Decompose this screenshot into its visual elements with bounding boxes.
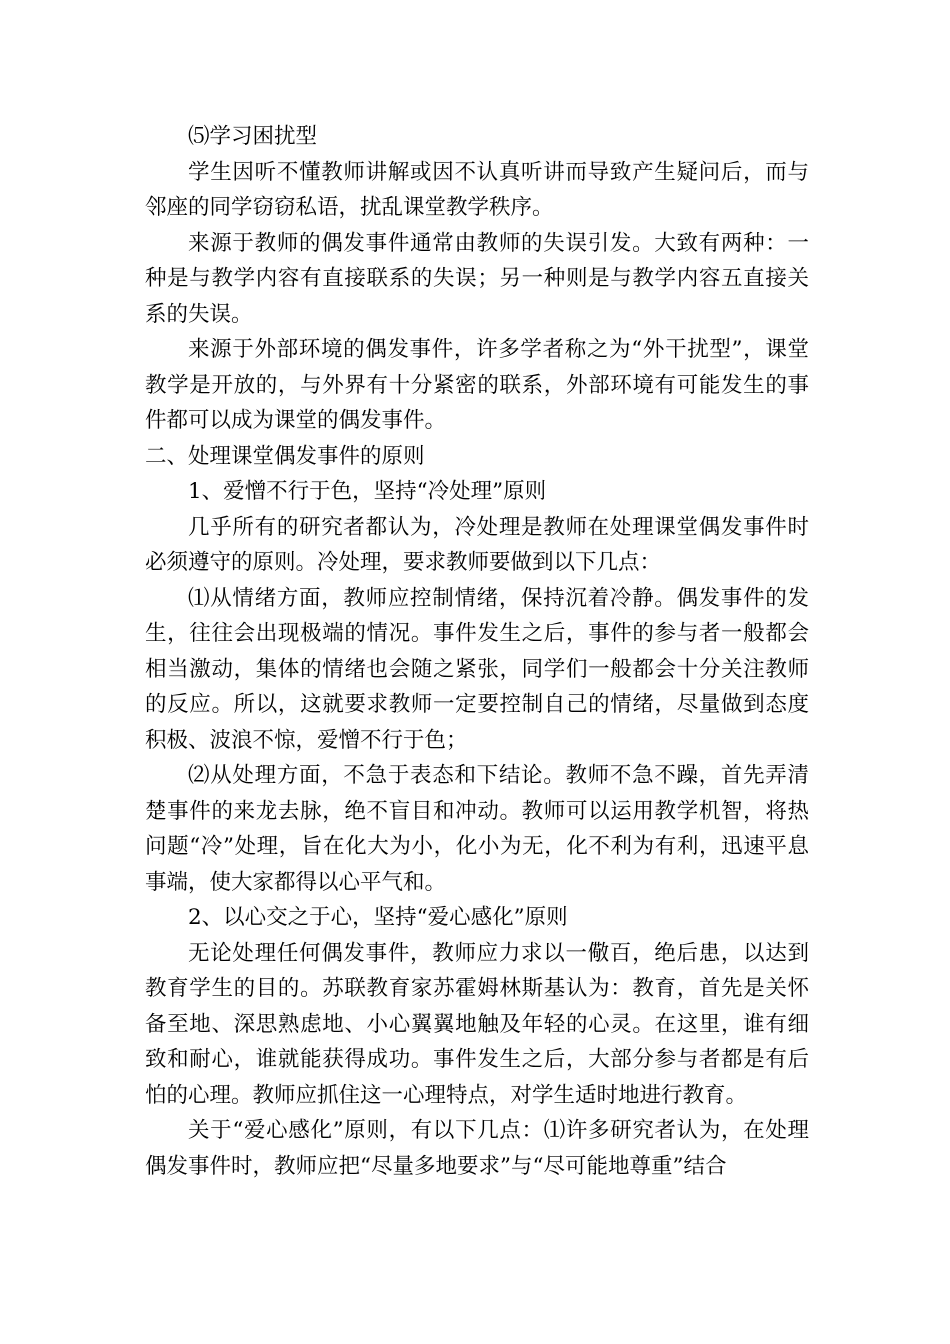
paragraph: 关于“爱心感化”原则，有以下几点：⑴许多研究者认为，在处理偶发事件时，教师应把“尽量多地要求”与“尽可能地尊重”结合 [145,1118,809,1179]
subsection-heading-learning-distraction: ⑸学习困扰型 [188,124,318,149]
paragraph: 学生因听不懂教师讲解或因不认真听讲而导致产生疑问后，而与邻座的同学窃窃私语，扰乱课堂教学秩序。 [145,159,809,220]
paragraph: 来源于外部环境的偶发事件，许多学者称之为“外干扰型”，课堂教学是开放的，与外界有十分紧密的联系，外部环境有可能发生的事件都可以成为课堂的偶发事件。 [145,337,809,433]
subsection-heading-love-influence: 2、以心交之于心，坚持“爱心感化”原则 [188,905,568,930]
section-heading-principles: 二、处理课堂偶发事件的原则 [145,443,425,469]
paragraph: 几乎所有的研究者都认为，冷处理是教师在处理课堂偶发事件时必须遵守的原则。冷处理，要求教师要做到以下几点： [145,514,809,575]
list-item-emotion: ⑴从情绪方面，教师应控制情绪，保持沉着冷静。偶发事件的发生，往往会出现极端的情况。事件发生之后，事件的参与者一般都会相当激动，集体的情绪也会随之紧张，同学们一般都会十分关注教师的反应。所以，这就要求教师一定要控制自己的情绪，尽量做到态度积极、波浪不惊，爱憎不行于色； [145,585,809,753]
list-item-handling: ⑵从处理方面，不急于表态和下结论。教师不急不躁，首先弄清楚事件的来龙去脉，绝不盲目和冲动。教师可以运用教学机智，将热问题“冷”处理，旨在化大为小，化小为无，化不利为有利，迅速平息事端，使大家都得以心平气和。 [145,763,809,895]
paragraph: 来源于教师的偶发事件通常由教师的失误引发。大致有两种：一种是与教学内容有直接联系的失误；另一种则是与教学内容五直接关系的失误。 [145,230,809,327]
paragraph: 无论处理任何偶发事件，教师应力求以一儆百，绝后患，以达到教育学生的目的。苏联教育家苏霍姆林斯基认为：教育，首先是关怀备至地、深思熟虑地、小心翼翼地触及年轻的心灵。在这里，谁有细致和耐心，谁就能获得成功。事件发生之后，大部分参与者都是有后怕的心理。教师应抓住这一心理特点，对学生适时地进行教育。 [145,940,809,1108]
document-body [145,119,809,1184]
subsection-heading-cold-handling: 1、爱憎不行于色，坚持“冷处理”原则 [188,479,547,504]
